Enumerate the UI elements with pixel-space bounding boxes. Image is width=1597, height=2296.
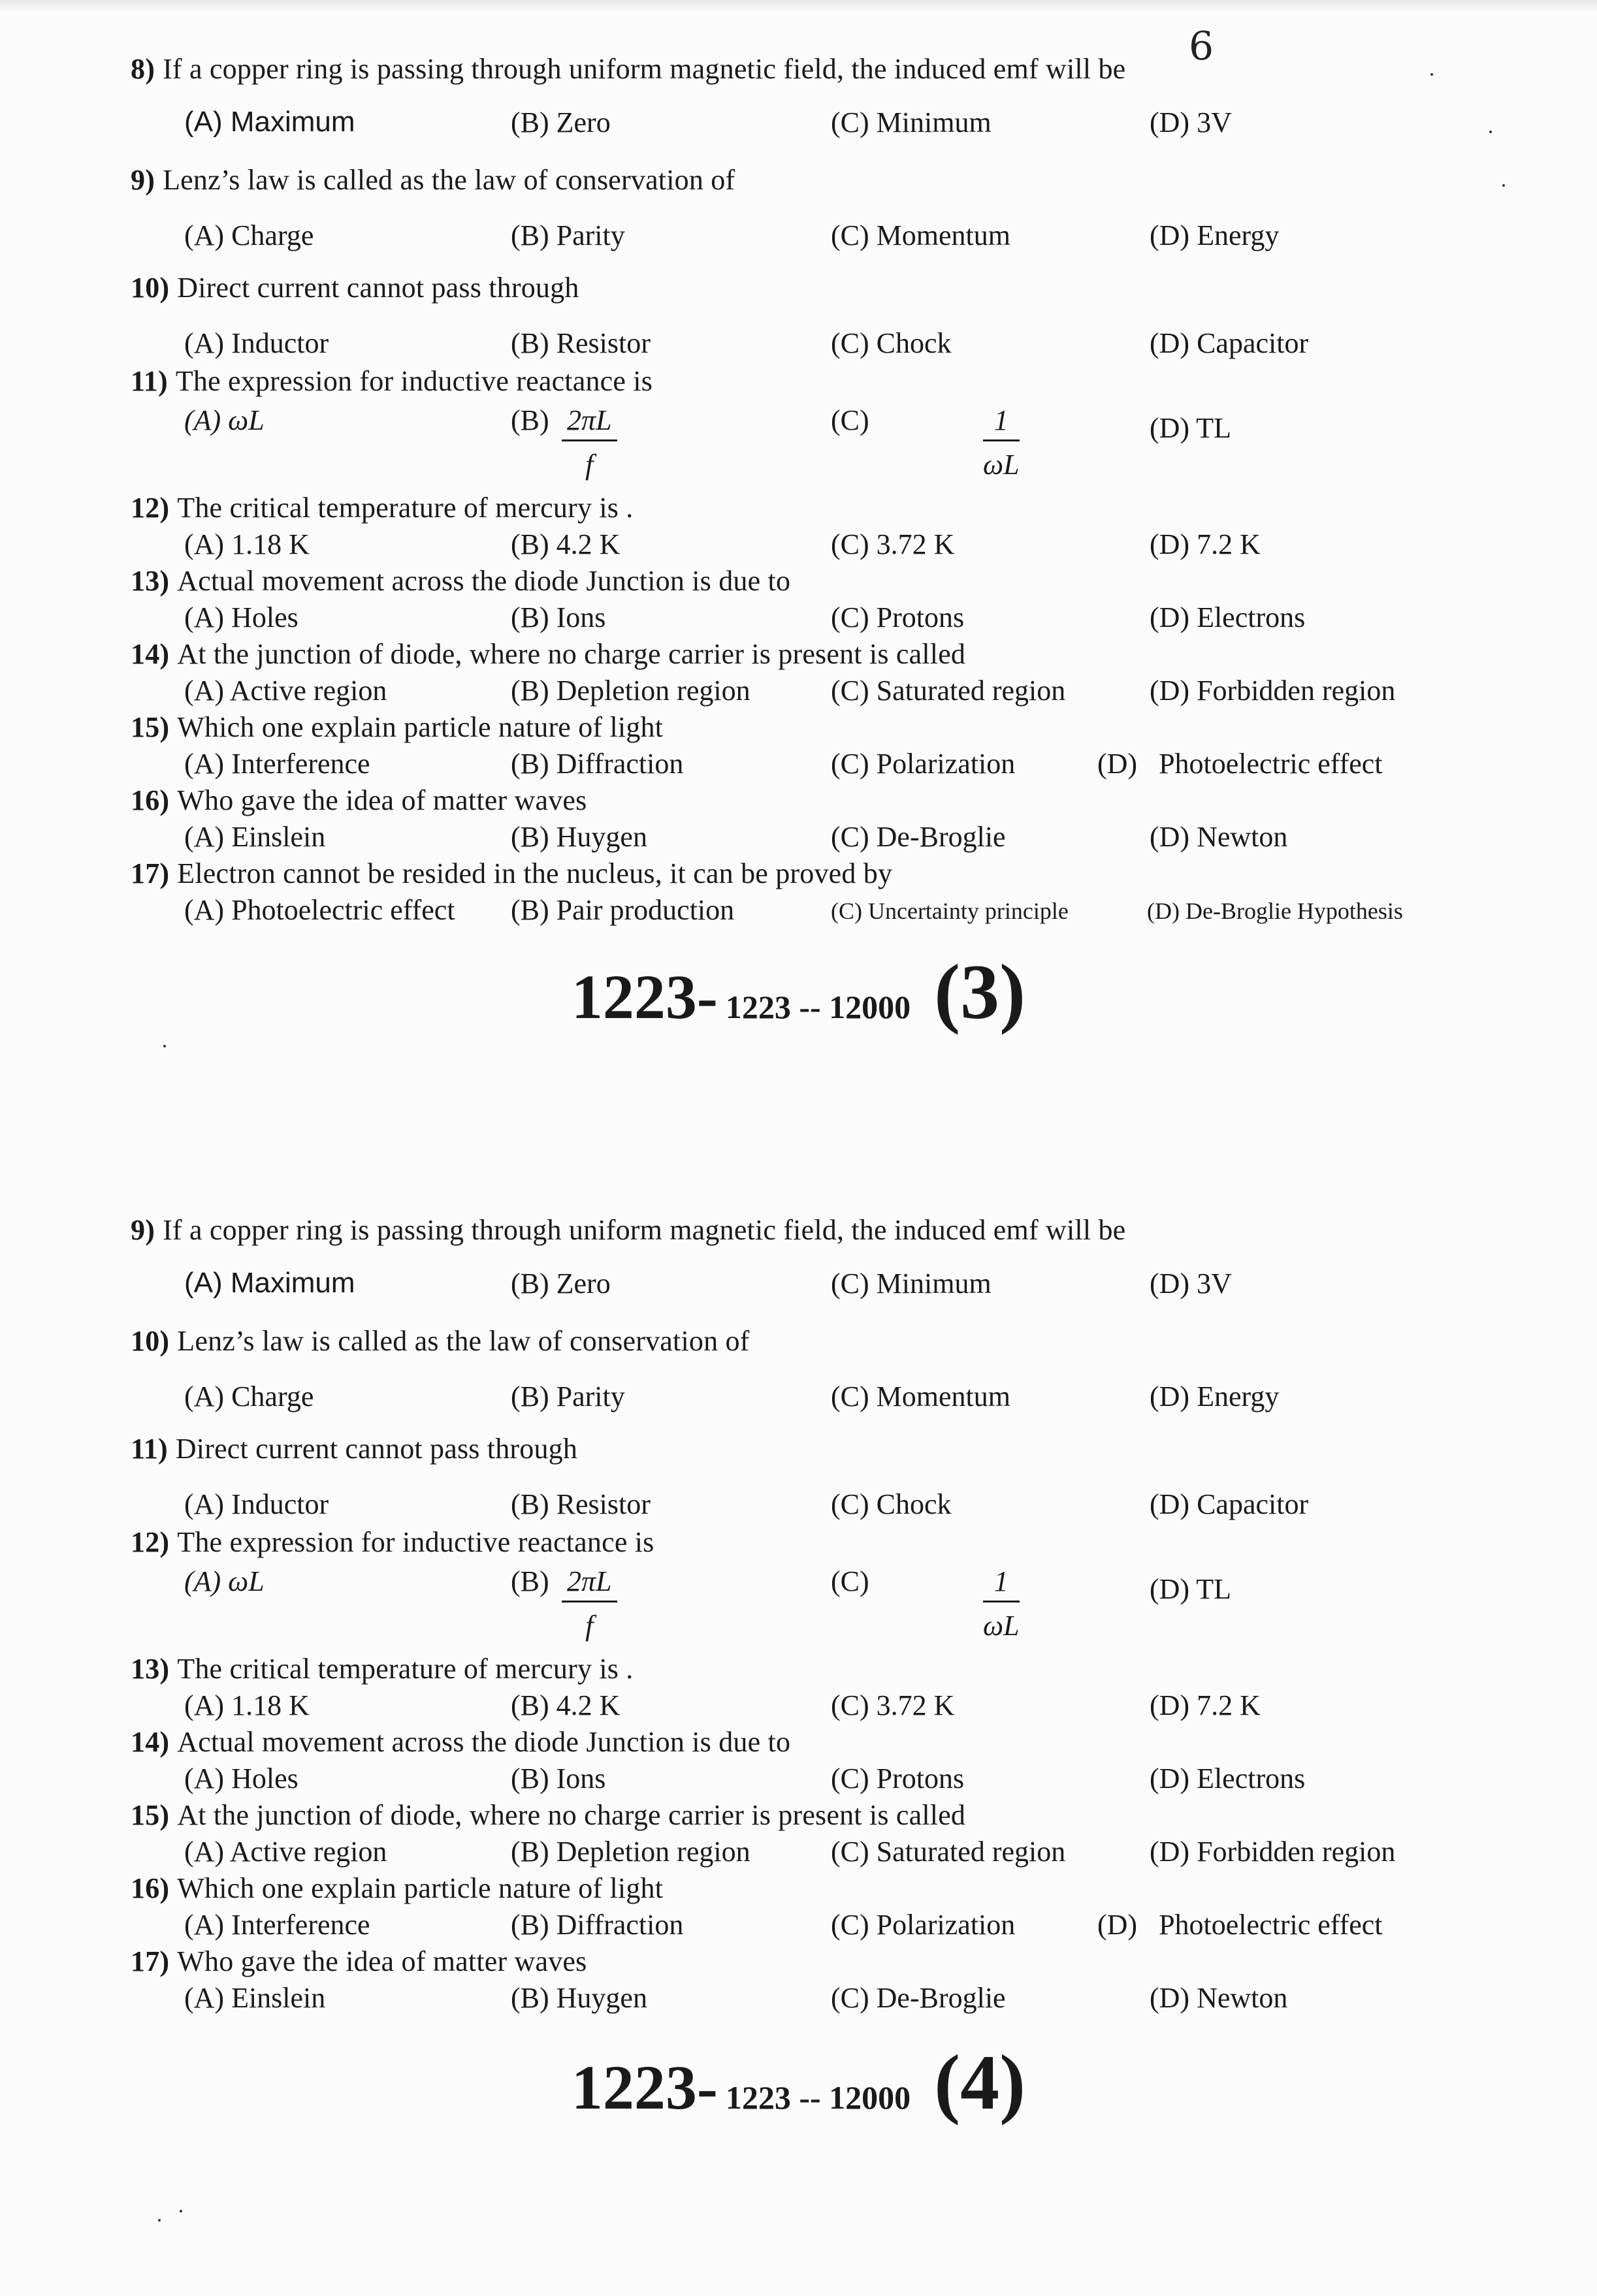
scan-speck: [1489, 131, 1492, 133]
option-c: (C) Momentum: [831, 1380, 1010, 1412]
question-number: 14): [131, 638, 170, 670]
question-number: 17): [131, 857, 170, 889]
question-text: Which one explain particle nature of light: [177, 1872, 664, 1904]
option-c: (C) Chock: [831, 1488, 952, 1520]
question-11: [131, 1432, 1476, 1478]
option-b: (B): [511, 404, 549, 436]
option-b: (B) Diffraction: [511, 1909, 684, 1941]
question-text: Actual movement across the diode Junction is due to: [177, 565, 791, 597]
footer-code: 1223-: [571, 962, 718, 1032]
option-c: (C) De-Broglie: [831, 821, 1006, 853]
question-number: 16): [131, 784, 170, 816]
option-d: (D) De-Broglie Hypothesis: [1147, 898, 1403, 924]
options-12: [131, 1565, 1476, 1663]
question-number: 16): [131, 1872, 170, 1904]
fraction-2piL-over-f: $\frac{2\pi L}{f}$: [562, 404, 617, 481]
question-text: If a copper ring is passing through uniform magnetic field, the induced emf will be: [163, 1214, 1126, 1246]
option-c: (C) Protons: [831, 601, 965, 633]
option-a: (A) Inductor: [184, 1488, 329, 1520]
option-d: (D) 3V: [1150, 1268, 1232, 1299]
scan-speck: [1502, 184, 1505, 187]
handwritten-page-mark: 6: [1189, 24, 1214, 69]
option-c: (C) Momentum: [831, 219, 1010, 251]
option-d: (D) 7.2 K: [1150, 1689, 1261, 1721]
option-c: (C) De-Broglie: [831, 1982, 1006, 2014]
question-text: Who gave the idea of matter waves: [177, 1945, 587, 1977]
option-b: (B) Resistor: [511, 1488, 651, 1520]
option-b: (B) Zero: [511, 106, 611, 138]
option-d: (D) Forbidden region: [1150, 1836, 1396, 1868]
question-text: The expression for inductive reactance is: [177, 1526, 654, 1558]
option-d: (D) Electrons: [1150, 601, 1306, 633]
question-number: 13): [131, 1653, 170, 1685]
option-d: (D) 7.2 K: [1150, 528, 1261, 560]
option-b: (B) Huygen: [511, 1982, 647, 2014]
option-a: (A) Active region: [184, 675, 387, 707]
option-c: (C) 3.72 K: [831, 1689, 955, 1721]
option-a: (A) Einslein: [184, 1982, 326, 2014]
question-text: If a copper ring is passing through uniform magnetic field, the induced emf will be: [163, 53, 1126, 85]
option-d: (D) Energy: [1150, 219, 1280, 251]
footer-code: 1223-: [571, 2052, 718, 2122]
option-b: (B) Resistor: [511, 327, 651, 359]
option-a: (A) 1.18 K: [184, 528, 310, 560]
question-text: The critical temperature of mercury is .: [177, 1653, 634, 1685]
fraction-1-over-omegaL: $\frac{1}{\omega L}$: [983, 404, 1020, 481]
option-a: (A) Maximum: [184, 1267, 355, 1299]
option-c: (C): [831, 404, 869, 436]
scan-speck: [180, 2210, 182, 2212]
footer-serial: 1223 -- 12000: [725, 2079, 911, 2116]
options-9: [131, 219, 1476, 264]
option-b: (B) Diffraction: [511, 748, 684, 780]
question-number: 17): [131, 1945, 170, 1977]
question-number: 9): [131, 1214, 155, 1246]
option-b: (B) Depletion region: [511, 675, 750, 707]
question-number: 12): [131, 492, 170, 524]
question-text: Direct current cannot pass through: [175, 1433, 578, 1465]
option-c: (C) Protons: [831, 1762, 965, 1794]
question-9: [131, 163, 1476, 209]
options-17: [131, 1981, 1476, 2027]
question-number: 11): [131, 1433, 168, 1465]
option-d: (D) Newton: [1150, 1982, 1288, 2014]
question-number: 12): [131, 1526, 170, 1558]
option-b: (B) Ions: [511, 601, 606, 633]
option-d: (D) Forbidden region: [1150, 675, 1396, 707]
question-8: [131, 52, 1476, 98]
option-a: (A) Charge: [184, 1380, 314, 1412]
option-a: (A) Inductor: [184, 327, 329, 359]
option-d: (D) Photoelectric effect: [1097, 1909, 1383, 1941]
question-text: Lenz’s law is called as the law of conservation of: [163, 164, 735, 196]
question-text: At the junction of diode, where no charge carrier is present is called: [177, 1799, 966, 1831]
option-a: (A) Interference: [184, 748, 370, 780]
scan-speck: [163, 1045, 166, 1047]
question-9: [131, 1213, 1476, 1259]
option-a: (A) Charge: [184, 219, 314, 251]
option-c: (C) Minimum: [831, 1268, 992, 1299]
question-number: 10): [131, 1325, 170, 1357]
option-c: (C) 3.72 K: [831, 528, 955, 560]
option-c: (C) Polarization: [831, 748, 1016, 780]
question-number: 9): [131, 164, 155, 196]
option-d: (D) TL: [1150, 1573, 1232, 1605]
question-text: At the junction of diode, where no charge carrier is present is called: [177, 638, 966, 670]
option-b: (B) Ions: [511, 1762, 606, 1794]
scan-edge: [0, 0, 1597, 12]
question-text: Actual movement across the diode Junction is due to: [177, 1726, 791, 1758]
option-d: (D) Energy: [1150, 1380, 1280, 1412]
question-text: Electron cannot be resided in the nucleus, it can be proved by: [177, 857, 893, 889]
page-footer-4: [0, 2037, 1597, 2128]
option-b: (B) Zero: [511, 1268, 611, 1299]
footer-serial: 1223 -- 12000: [725, 989, 911, 1025]
options-11: [131, 404, 1476, 502]
option-d: (D) TL: [1150, 412, 1232, 444]
option-a: (A) 1.18 K: [184, 1689, 310, 1721]
option-c: (C): [831, 1565, 869, 1597]
scan-speck: [1430, 73, 1433, 76]
option-d: (D) Capacitor: [1150, 327, 1309, 359]
option-a: (A) Maximum: [184, 106, 355, 138]
page-footer-3: [0, 947, 1597, 1037]
fraction-1-over-omegaL: $\frac{1}{\omega L}$: [983, 1565, 1020, 1642]
question-number: 13): [131, 565, 170, 597]
question-number: 15): [131, 1799, 170, 1831]
question-text: The expression for inductive reactance is: [175, 365, 653, 397]
question-number: 8): [131, 53, 155, 85]
option-b: (B) 4.2 K: [511, 1689, 621, 1721]
question-number: 15): [131, 711, 170, 743]
option-a: (A) Photoelectric effect: [184, 894, 455, 926]
option-b: (B) Huygen: [511, 821, 647, 853]
option-b: (B) Parity: [511, 1380, 625, 1412]
option-b: (B) 4.2 K: [511, 528, 621, 560]
fraction-2piL-over-f: $\frac{2\pi L}{f}$: [562, 1565, 617, 1642]
option-b: (B) Depletion region: [511, 1836, 750, 1868]
question-text: Direct current cannot pass through: [177, 272, 579, 304]
option-a: (A) ωL: [184, 404, 265, 436]
options-10: [131, 1380, 1476, 1426]
option-a: (A) Holes: [184, 1762, 298, 1794]
option-d: (D) 3V: [1150, 106, 1232, 138]
option-c: (C) Saturated region: [831, 1836, 1066, 1868]
options-9: [131, 1267, 1476, 1313]
option-a: (A) Active region: [184, 1836, 387, 1868]
question-number: 10): [131, 272, 170, 304]
footer-page-number: (3): [934, 948, 1026, 1035]
option-d: (D) Newton: [1150, 821, 1288, 853]
option-b: (B): [511, 1565, 549, 1597]
option-b: (B) Parity: [511, 219, 625, 251]
option-b: (B) Pair production: [511, 894, 735, 926]
options-17: [131, 893, 1476, 939]
question-text: The critical temperature of mercury is .: [177, 492, 634, 524]
option-a: (A) Holes: [184, 601, 298, 633]
scan-speck: [158, 2219, 161, 2222]
option-a: (A) Interference: [184, 1909, 370, 1941]
question-number: 11): [131, 365, 168, 397]
question-text: Who gave the idea of matter waves: [177, 784, 587, 816]
option-c: (C) Chock: [831, 327, 952, 359]
options-8: [131, 106, 1476, 151]
footer-page-number: (4): [934, 2039, 1026, 2126]
option-a: (A) ωL: [184, 1565, 265, 1597]
question-text: Which one explain particle nature of light: [177, 711, 664, 743]
option-c: (C) Saturated region: [831, 675, 1066, 707]
question-10: [131, 1324, 1476, 1370]
question-10: [131, 271, 1476, 317]
option-d: (D) Electrons: [1150, 1762, 1306, 1794]
option-d: (D) Capacitor: [1150, 1488, 1309, 1520]
question-number: 14): [131, 1726, 170, 1758]
question-text: Lenz’s law is called as the law of conservation of: [177, 1325, 750, 1357]
option-c: (C) Minimum: [831, 106, 992, 138]
option-c: (C) Polarization: [831, 1909, 1016, 1941]
option-d: (D) Photoelectric effect: [1097, 748, 1383, 780]
option-c: (C) Uncertainty principle: [831, 898, 1069, 924]
option-a: (A) Einslein: [184, 821, 326, 853]
